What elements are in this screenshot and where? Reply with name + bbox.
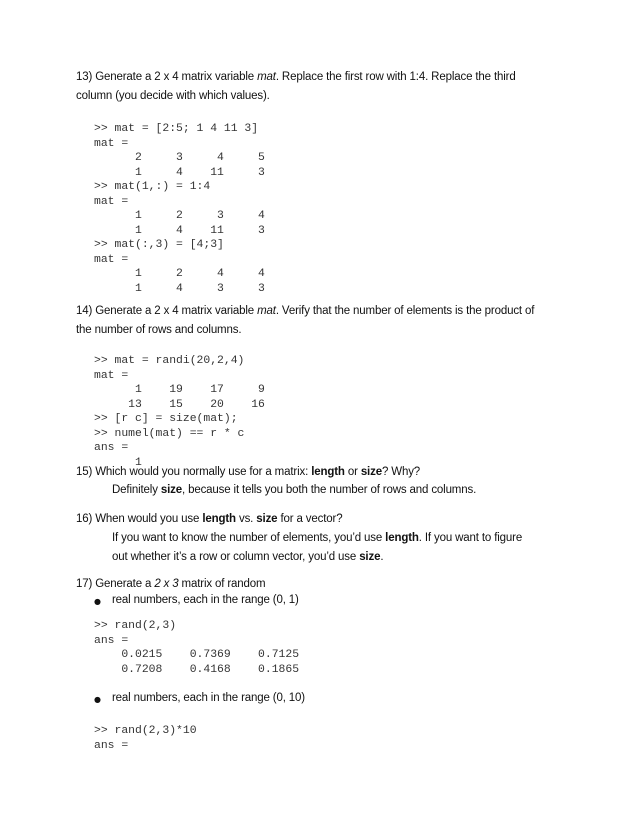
q15-pre: 15) Which would you normally use for a matrix: bbox=[76, 466, 312, 478]
q14-intro: 14) Generate a 2 x 4 matrix variable bbox=[76, 305, 258, 317]
q15-text bbox=[76, 463, 576, 482]
q15-kw1: length bbox=[311, 466, 345, 478]
q16-kw2: size bbox=[256, 513, 278, 525]
q15-a-post: , because it tells you both the number of rows and columns. bbox=[181, 484, 477, 496]
q16-text bbox=[76, 510, 576, 529]
q16-post: for a vector? bbox=[277, 513, 343, 525]
q13-intro: 13) Generate a 2 x 4 matrix variable bbox=[76, 71, 258, 83]
q16-a2-kw: size bbox=[359, 551, 381, 563]
q15-a-pre: Definitely bbox=[112, 484, 161, 496]
q17-dims: 2 x 3 bbox=[154, 578, 179, 590]
q15-a-kw: size bbox=[160, 484, 182, 496]
q16-a1-post: . If you want to figure bbox=[418, 532, 523, 544]
q14-var: mat bbox=[257, 305, 276, 317]
q13-text bbox=[76, 68, 576, 106]
q13-code: >> mat = [2:5; 1 4 11 3] mat = 2 3 4 5 1 4 11 3 >> mat(1,:) = 1:4 mat = 1 2 3 4 1 4 11 3 >> mat(:,3) = [4;3] mat = 1 2 4 4 1 4 3 3 bbox=[94, 123, 265, 295]
q15-mid: or bbox=[344, 466, 361, 478]
q16-mid: vs. bbox=[235, 513, 257, 525]
q15-answer bbox=[112, 481, 572, 500]
q16-answer bbox=[112, 529, 572, 567]
q17-post: matrix of random bbox=[178, 578, 266, 590]
q14-code: >> mat = randi(20,2,4) mat = 1 19 17 9 13 15 20 16 >> [r c] = size(mat); >> numel(mat) == r * c ans = 1 bbox=[94, 355, 265, 469]
q17-bullet-1: real numbers, each in the range (0, 1) bbox=[112, 594, 299, 606]
q17-bullet-2: real numbers, each in the range (0, 10) bbox=[112, 692, 305, 704]
bullet-icon: ● bbox=[94, 695, 101, 704]
q15-kw2: size bbox=[360, 466, 382, 478]
q14-line2: the number of rows and columns. bbox=[76, 324, 242, 336]
q16-a2-post: . bbox=[380, 551, 384, 563]
q16-a1-kw: length bbox=[385, 532, 419, 544]
q17-code-1: >> rand(2,3) ans = 0.0215 0.7369 0.7125 0.7208 0.4168 0.1865 bbox=[94, 620, 300, 676]
q13-rest: . Replace the first row with 1:4. Replace the third bbox=[275, 71, 516, 83]
q14-text bbox=[76, 302, 576, 340]
q16-pre: 16) When would you use bbox=[76, 513, 203, 525]
q14-rest: . Verify that the number of elements is the product of bbox=[275, 305, 535, 317]
bullet-icon: ● bbox=[94, 597, 101, 606]
q17-pre: 17) Generate a bbox=[76, 578, 155, 590]
q13-var: mat bbox=[257, 71, 276, 83]
q13-line2: column (you decide with which values). bbox=[76, 90, 270, 102]
q16-a2-pre: out whether it’s a row or column vector, you’d use bbox=[112, 551, 360, 563]
q16-a1-pre: If you want to know the number of elements, you’d use bbox=[112, 532, 386, 544]
q16-kw1: length bbox=[202, 513, 236, 525]
q17-code-2: >> rand(2,3)*10 ans = bbox=[94, 725, 197, 752]
q15-post: ? Why? bbox=[381, 466, 421, 478]
